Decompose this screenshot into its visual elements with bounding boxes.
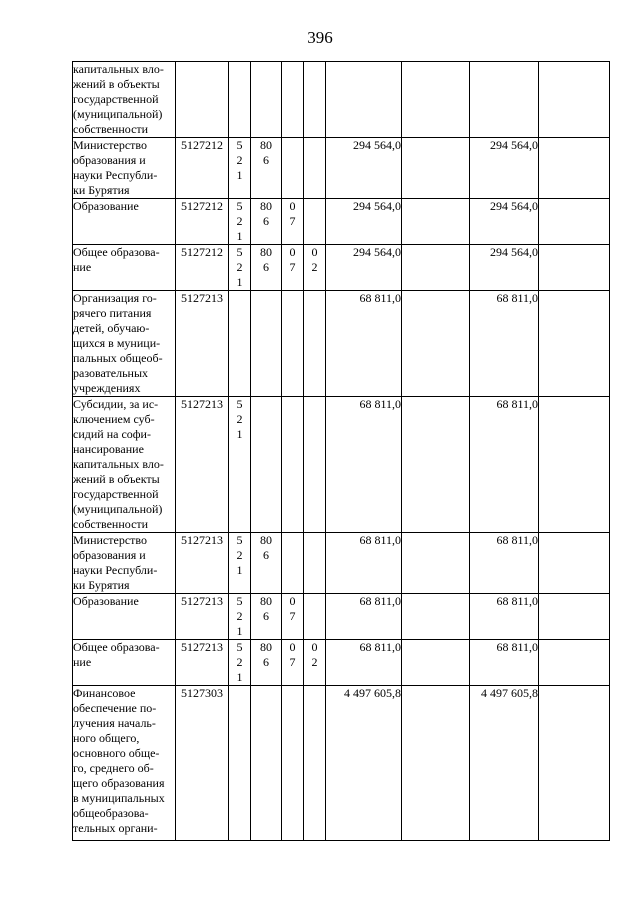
cell-amount-4 [539, 397, 610, 533]
cell-subsection-2 [304, 640, 326, 686]
cell-amount-2 [402, 533, 470, 594]
cell-amount-2 [402, 138, 470, 199]
cell-subsection-1 [282, 245, 304, 291]
table-row [73, 291, 610, 397]
cell-code [176, 397, 229, 533]
cell-code-text: 5127212 [181, 199, 223, 213]
cell-amount-4 [539, 291, 610, 397]
cell-amount-1: 68 811,0 [326, 291, 402, 397]
cell-section [251, 62, 282, 138]
cell-code [176, 291, 229, 397]
cell-amount-2 [402, 640, 470, 686]
cell-code-text: 5127303 [181, 686, 223, 700]
cell-ministry-text: 521 [236, 397, 243, 441]
cell-subsection-1 [282, 397, 304, 533]
cell-name: Министерство образования и науки Республи- ки Бурятия [73, 533, 176, 594]
cell-code [176, 594, 229, 640]
cell-amount-1: 4 497 605,8 [326, 686, 402, 841]
cell-code-text: 5127213 [181, 397, 223, 411]
cell-code-text: 5127213 [181, 594, 223, 608]
page-number: 396 [307, 28, 333, 47]
cell-amount-3: 294 564,0 [470, 199, 539, 245]
cell-name: Министерство образования и науки Республи- ки Бурятия [73, 138, 176, 199]
cell-ministry [229, 291, 251, 397]
cell-section [251, 397, 282, 533]
cell-section [251, 199, 282, 245]
cell-subsection-1-text: 07 [289, 245, 296, 274]
cell-subsection-1 [282, 62, 304, 138]
cell-subsection-1-text: 07 [289, 640, 296, 669]
cell-amount-3: 68 811,0 [470, 397, 539, 533]
cell-amount-1: 294 564,0 [326, 199, 402, 245]
cell-section-text: 806 [260, 594, 272, 623]
cell-amount-2 [402, 62, 470, 138]
cell-ministry-text: 521 [236, 138, 243, 182]
cell-ministry [229, 245, 251, 291]
cell-code-text: 5127213 [181, 640, 223, 654]
cell-amount-1: 68 811,0 [326, 594, 402, 640]
cell-amount-2 [402, 245, 470, 291]
cell-code [176, 199, 229, 245]
cell-section-text: 806 [260, 640, 272, 669]
table-row [73, 594, 610, 640]
cell-section-text: 806 [260, 245, 272, 274]
cell-code [176, 686, 229, 841]
table-row [73, 686, 610, 841]
cell-ministry-text: 521 [236, 594, 243, 638]
cell-name: Субсидии, за ис- ключением суб- сидий на софи- нансирование капитальных вло- жений в объекты государственной (муниципальной) собственности [73, 397, 176, 533]
cell-amount-3: 68 811,0 [470, 594, 539, 640]
cell-section-text: 806 [260, 138, 272, 167]
cell-code [176, 138, 229, 199]
cell-subsection-1 [282, 640, 304, 686]
cell-name: Образование [73, 594, 176, 640]
table-row [73, 533, 610, 594]
cell-subsection-1 [282, 594, 304, 640]
cell-name: Образование [73, 199, 176, 245]
cell-amount-1: 68 811,0 [326, 640, 402, 686]
cell-amount-3 [470, 62, 539, 138]
cell-ministry [229, 533, 251, 594]
cell-subsection-1 [282, 291, 304, 397]
cell-amount-1: 294 564,0 [326, 245, 402, 291]
cell-amount-1 [326, 62, 402, 138]
cell-name: Финансовое обеспечение по- лучения началь- ного общего, основного обще- го, среднего об- щего образования в муниципальных общеобразова- тельных органи- [73, 686, 176, 841]
cell-section [251, 245, 282, 291]
cell-code [176, 533, 229, 594]
cell-amount-3: 294 564,0 [470, 138, 539, 199]
cell-name: капитальных вло- жений в объекты государственной (муниципальной) собственности [73, 62, 176, 138]
cell-ministry [229, 62, 251, 138]
cell-ministry-text: 521 [236, 245, 243, 289]
cell-subsection-1 [282, 686, 304, 841]
cell-ministry-text: 521 [236, 640, 243, 684]
cell-section [251, 291, 282, 397]
table-row [73, 397, 610, 533]
cell-subsection-2 [304, 533, 326, 594]
table-row [73, 199, 610, 245]
cell-subsection-1 [282, 138, 304, 199]
cell-ministry [229, 397, 251, 533]
cell-name: Организация го- рячего питания детей, обучаю- щихся в муници- пальных общеоб- разовательных учреждениях [73, 291, 176, 397]
cell-ministry [229, 138, 251, 199]
cell-subsection-2 [304, 245, 326, 291]
cell-subsection-2 [304, 594, 326, 640]
cell-ministry-text: 521 [236, 199, 243, 243]
cell-subsection-2 [304, 199, 326, 245]
cell-subsection-2 [304, 291, 326, 397]
cell-amount-3: 4 497 605,8 [470, 686, 539, 841]
cell-code-text: 5127212 [181, 245, 223, 259]
cell-amount-1: 68 811,0 [326, 397, 402, 533]
cell-subsection-1-text: 07 [289, 199, 296, 228]
cell-section-text: 806 [260, 533, 272, 562]
cell-amount-4 [539, 199, 610, 245]
cell-amount-2 [402, 397, 470, 533]
cell-amount-3: 68 811,0 [470, 291, 539, 397]
cell-amount-3: 294 564,0 [470, 245, 539, 291]
cell-subsection-2 [304, 138, 326, 199]
cell-ministry-text: 521 [236, 533, 243, 577]
cell-subsection-1 [282, 533, 304, 594]
cell-amount-3: 68 811,0 [470, 640, 539, 686]
cell-amount-2 [402, 686, 470, 841]
cell-name: Общее образова- ние [73, 245, 176, 291]
cell-code-text: 5127212 [181, 138, 223, 152]
cell-ministry [229, 686, 251, 841]
cell-amount-4 [539, 245, 610, 291]
cell-subsection-1 [282, 199, 304, 245]
cell-subsection-2-text: 02 [311, 245, 318, 274]
cell-code [176, 640, 229, 686]
cell-amount-2 [402, 199, 470, 245]
cell-code-text: 5127213 [181, 291, 223, 305]
cell-amount-4 [539, 533, 610, 594]
table-row [73, 640, 610, 686]
cell-ministry [229, 594, 251, 640]
cell-section [251, 138, 282, 199]
cell-section [251, 686, 282, 841]
cell-section [251, 533, 282, 594]
cell-amount-1: 294 564,0 [326, 138, 402, 199]
cell-section [251, 640, 282, 686]
cell-subsection-2-text: 02 [311, 640, 318, 669]
cell-amount-4 [539, 640, 610, 686]
cell-section [251, 594, 282, 640]
cell-amount-4 [539, 594, 610, 640]
cell-section-text: 806 [260, 199, 272, 228]
cell-amount-2 [402, 291, 470, 397]
cell-amount-4 [539, 138, 610, 199]
cell-amount-2 [402, 594, 470, 640]
budget-table [72, 61, 610, 841]
cell-amount-3: 68 811,0 [470, 533, 539, 594]
cell-amount-4 [539, 686, 610, 841]
table-row [73, 138, 610, 199]
cell-ministry [229, 199, 251, 245]
cell-subsection-2 [304, 397, 326, 533]
cell-code [176, 245, 229, 291]
cell-amount-1: 68 811,0 [326, 533, 402, 594]
cell-code-text: 5127213 [181, 533, 223, 547]
table-row [73, 62, 610, 138]
cell-subsection-2 [304, 686, 326, 841]
table-row [73, 245, 610, 291]
cell-ministry [229, 640, 251, 686]
cell-amount-4 [539, 62, 610, 138]
cell-name: Общее образова- ние [73, 640, 176, 686]
cell-subsection-2 [304, 62, 326, 138]
cell-code [176, 62, 229, 138]
cell-subsection-1-text: 07 [289, 594, 296, 623]
